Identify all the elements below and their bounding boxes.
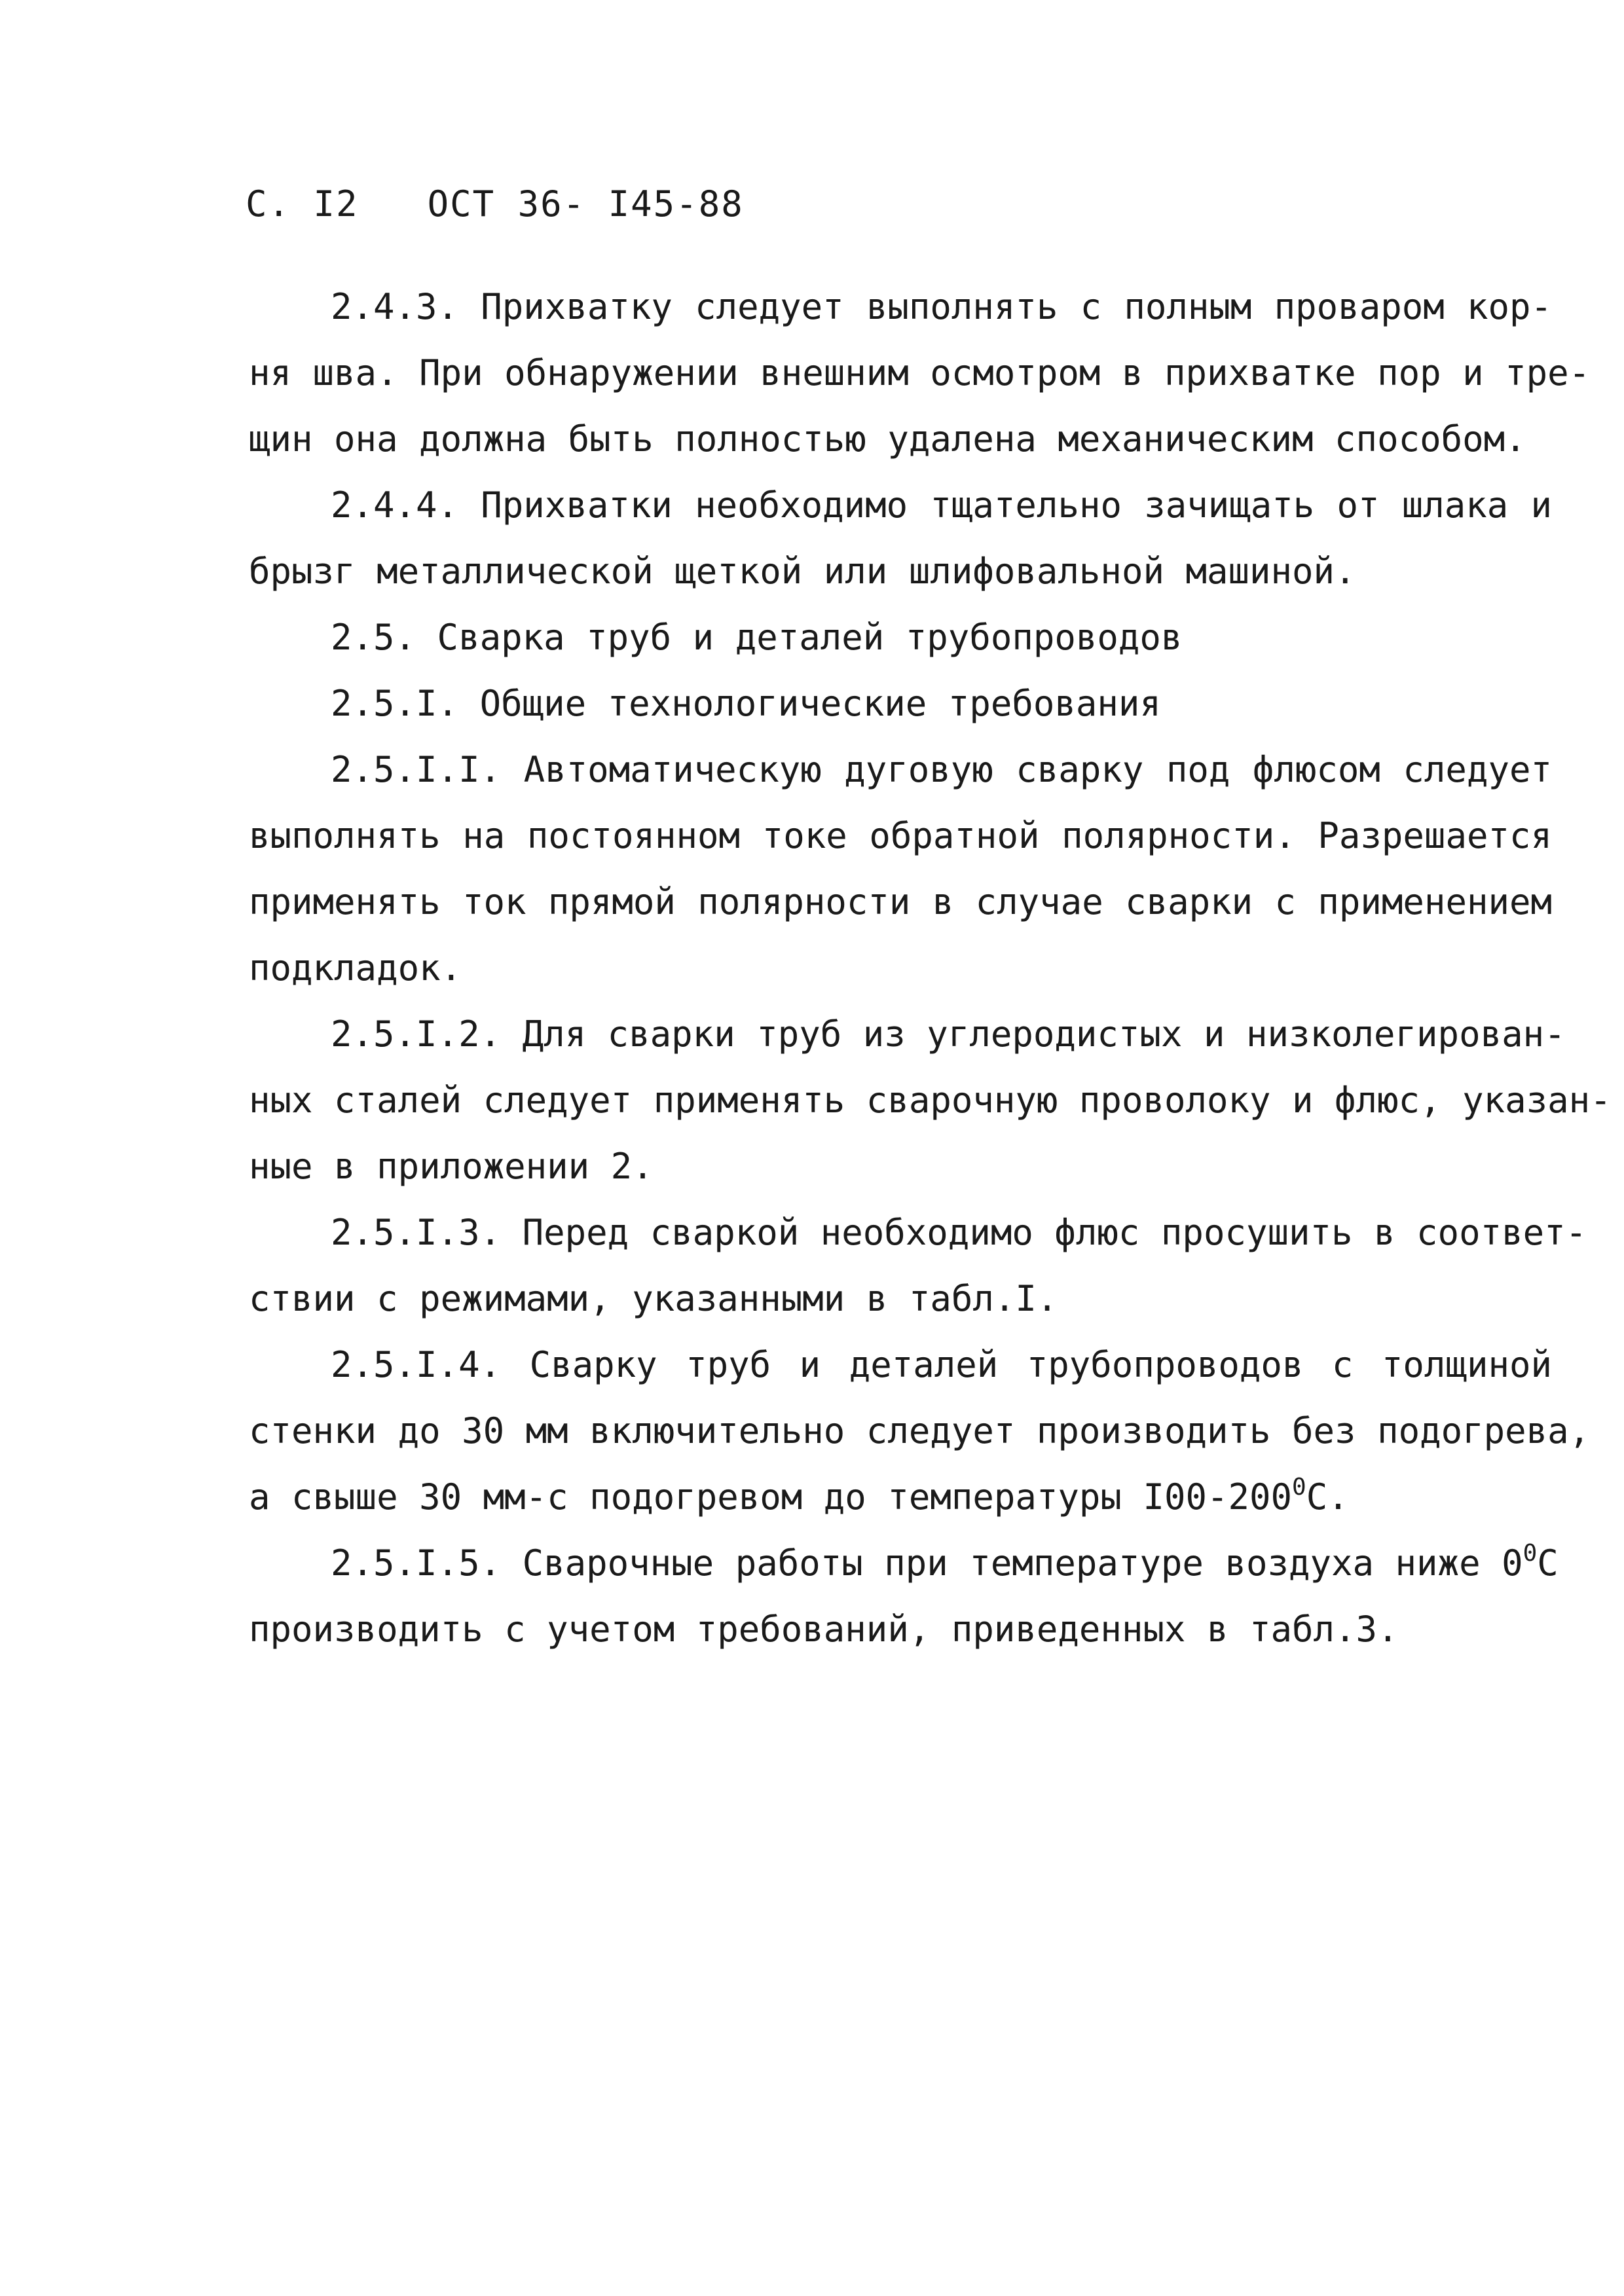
text-line-content: 2.5.I.5. Сварочные работы при температуре воздуха ниже 0 [331, 1542, 1523, 1584]
text-line-content: 2.5.I.4. Сварку труб и деталей трубопроводов с толщиной [331, 1344, 1552, 1385]
text-line-content: ствии с режимами, указанными в табл.I. [249, 1278, 1058, 1319]
text-line-tail: С [1537, 1542, 1559, 1584]
text-line [249, 1199, 1587, 1266]
text-line [249, 1133, 1552, 1199]
text-line-tail: С. [1306, 1476, 1349, 1518]
text-line-content: брызг металлической щеткой или шлифовальной машиной. [249, 551, 1356, 592]
text-line-content: 2.4.3. Прихватку следует выполнять с полным проваром кор- [331, 286, 1552, 327]
text-line [249, 1067, 1612, 1133]
text-line [249, 869, 1552, 935]
document-body [249, 274, 1612, 1662]
text-line-content: 2.5.I.2. Для сварки труб из углеродистых и низколегирован- [331, 1013, 1566, 1055]
text-line-content: 2.5. Сварка труб и деталей трубопроводов [331, 617, 1183, 658]
text-line-content: подкладок. [249, 947, 462, 989]
text-line-content: ных сталей следует применять сварочную проволоку и флюс, указан- [249, 1080, 1612, 1121]
text-line-content: 2.5.I. Общие технологические требования [331, 683, 1161, 724]
text-line [249, 1530, 1559, 1596]
text-line-content: щин она должна быть полностью удалена механическим способом. [249, 418, 1526, 460]
text-line-content: ня шва. При обнаружении внешним осмотром в прихватке пор и тре- [249, 352, 1591, 393]
text-line [249, 1596, 1552, 1662]
text-line [249, 1001, 1566, 1067]
text-line [249, 472, 1552, 538]
text-line [249, 538, 1552, 604]
text-line-content: ные в приложении 2. [249, 1146, 654, 1187]
text-line [249, 737, 1552, 803]
text-line [249, 1398, 1591, 1464]
degree-superscript: 0 [1522, 1540, 1538, 1567]
text-line [249, 670, 1552, 737]
text-line-content: производить с учетом требований, приведенных в табл.3. [249, 1609, 1399, 1650]
text-line [249, 1266, 1552, 1332]
page-header [246, 183, 744, 225]
text-line [249, 935, 1552, 1001]
text-line-content: стенки до 30 мм включительно следует производить без подогрева, [249, 1410, 1591, 1451]
text-line-content: а свыше 30 мм-с подогревом до температуры I00-200 [249, 1476, 1293, 1518]
text-line-content: 2.5.I.I. Автоматическую дуговую сварку под флюсом следует [331, 749, 1552, 790]
text-line [249, 406, 1552, 472]
text-line-content: 2.5.I.3. Перед сваркой необходимо флюс просушить в соответ- [331, 1212, 1587, 1253]
text-line-content: выполнять на постоянном токе обратной полярности. Разрешается [249, 815, 1552, 856]
text-line [249, 1464, 1552, 1530]
text-line-content: применять ток прямой полярности в случае сварки с применением [249, 881, 1552, 922]
text-line-content: 2.4.4. Прихватки необходимо тщательно зачищать от шлака и [331, 484, 1552, 526]
text-line [249, 1332, 1552, 1398]
text-line [249, 604, 1552, 670]
text-line [249, 803, 1552, 869]
text-line [249, 340, 1591, 406]
text-line [249, 274, 1552, 340]
page-number: С. I2 [246, 183, 359, 225]
degree-superscript: 0 [1292, 1474, 1306, 1501]
standard-number: ОСТ 36- I45-88 [427, 183, 744, 225]
